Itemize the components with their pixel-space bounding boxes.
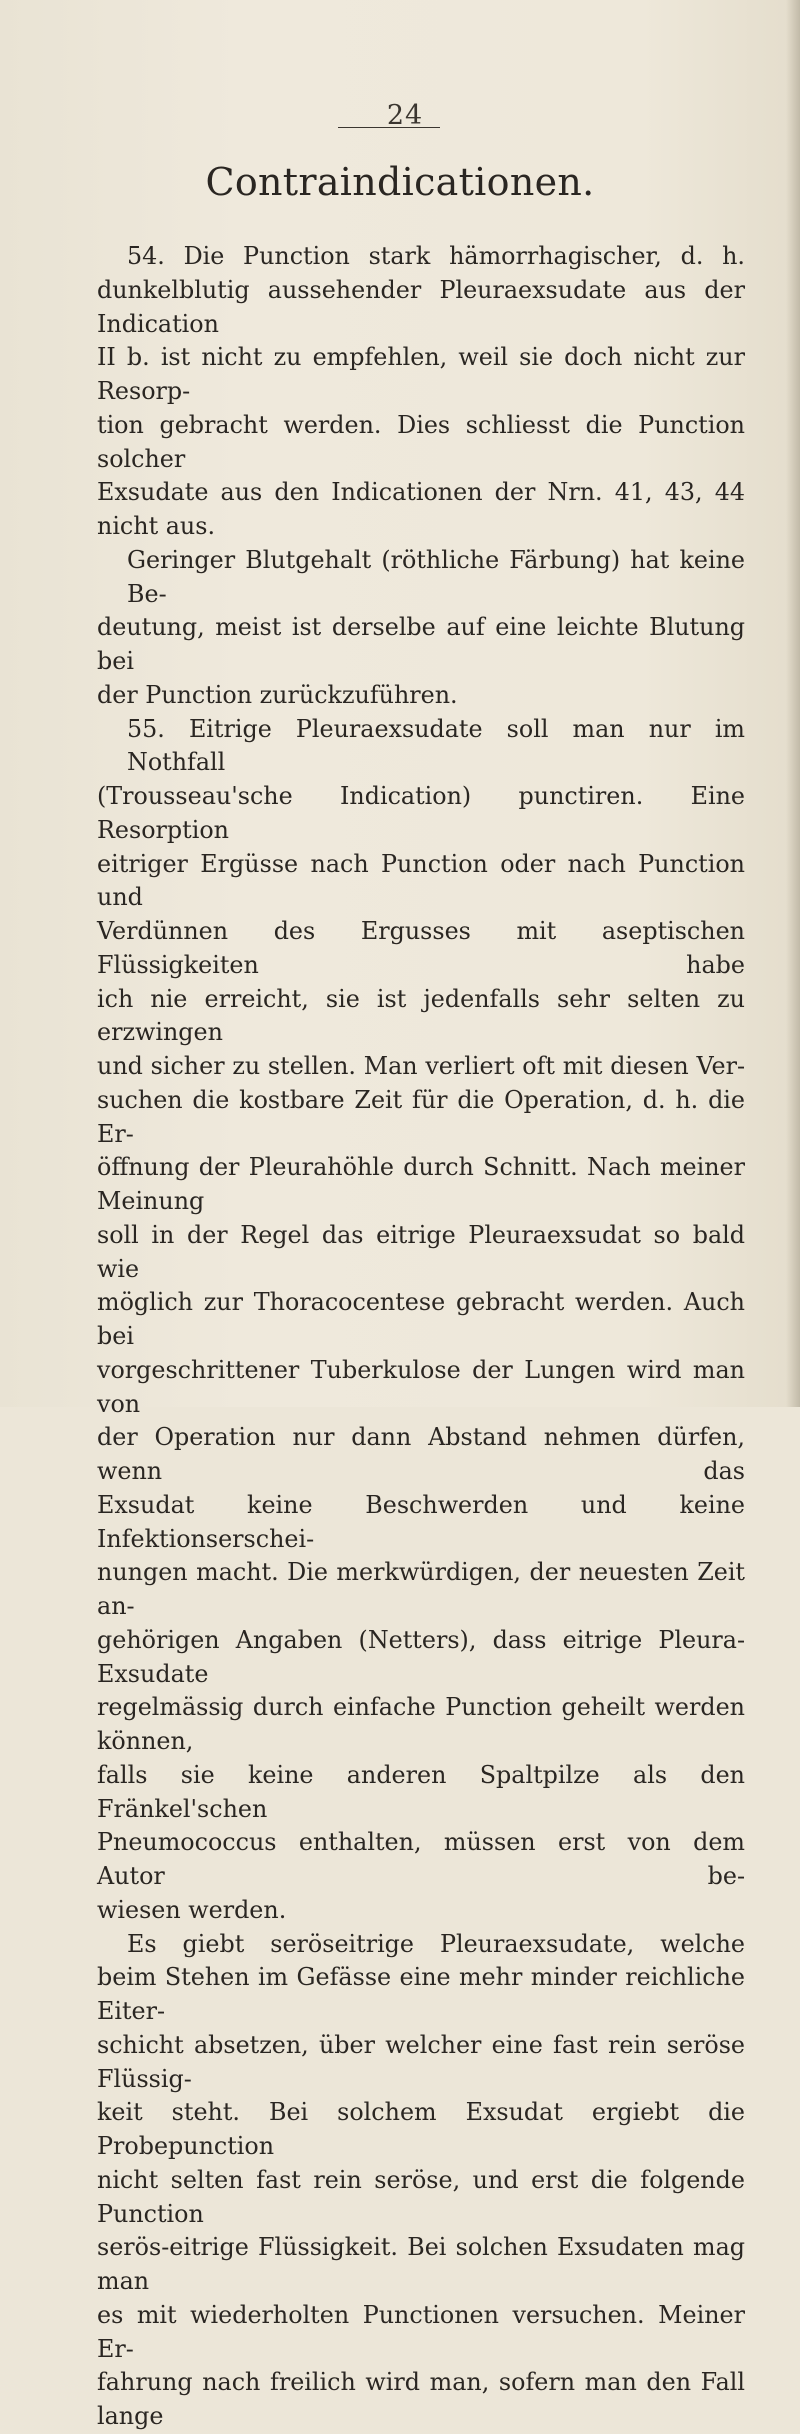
text-line: regelmässig durch einfache Punction geheilt werden können, bbox=[97, 1693, 745, 1755]
paragraph-54 bbox=[97, 240, 745, 544]
text-line: II b. ist nicht zu empfehlen, weil sie doch nicht zur Resorp- bbox=[97, 343, 745, 405]
text-line: keit steht. Bei solchem Exsudat ergiebt die Probepunction bbox=[97, 2098, 745, 2160]
text-line: suchen die kostbare Zeit für die Operation, d. h. die Er- bbox=[97, 1085, 745, 1148]
text-line: dunkelblutig aussehender Pleuraexsudate aus der Indication bbox=[97, 275, 745, 338]
text-line: möglich zur Thoracocentese gebracht werden. Auch bei bbox=[97, 1288, 745, 1350]
text-line: eitriger Ergüsse nach Punction oder nach Punction und bbox=[97, 849, 745, 912]
text-line: Es giebt seröseitrige Pleuraexsudate, welche bbox=[127, 1929, 745, 1958]
text-line: Geringer Blutgehalt (röthliche Färbung) hat keine Be- bbox=[127, 545, 745, 608]
text-line: deutung, meist ist derselbe auf eine leichte Blutung bei bbox=[97, 613, 745, 675]
text-line: 54. Die Punction stark hämorrhagischer, d. h. bbox=[127, 242, 745, 270]
text-line: der Operation nur dann Abstand nehmen dürfen, wenn das bbox=[97, 1423, 745, 1485]
text-line: fahrung nach freilich wird man, sofern man den Fall lange bbox=[97, 2368, 745, 2430]
text-line: gehörigen Angaben (Netters), dass eitrige Pleura-Exsudate bbox=[97, 1625, 745, 1688]
text-line: wiesen werden. bbox=[97, 1895, 287, 1924]
text-line: Exsudat keine Beschwerden und keine Infektionserschei- bbox=[97, 1490, 745, 1553]
text-line: es mit wiederholten Punctionen versuchen. Meiner Er- bbox=[97, 2300, 745, 2363]
text-line: (Trousseau'sche Indication) punctiren. Eine Resorption bbox=[97, 782, 745, 844]
paragraph-seroeseitrige bbox=[97, 1928, 745, 2434]
text-line: und sicher zu stellen. Man verliert oft mit diesen Ver- bbox=[97, 1052, 745, 1080]
text-line: Verdünnen des Ergusses mit aseptischen Flüssigkeiten habe bbox=[97, 917, 745, 979]
section-heading: Contraindicationen. bbox=[205, 160, 595, 204]
text-line: Exsudate aus den Indicationen der Nrn. 41, 43, 44 nicht aus. bbox=[97, 478, 745, 540]
text-line: beim Stehen im Gefässe eine mehr minder reichliche Eiter- bbox=[97, 1963, 745, 2025]
paragraph-blutgehalt bbox=[97, 544, 745, 713]
text-line: ich nie erreicht, sie ist jedenfalls sehr selten zu erzwingen bbox=[97, 984, 745, 1047]
text-line: nicht selten fast rein seröse, und erst die folgende Punction bbox=[97, 2165, 745, 2228]
text-line: falls sie keine anderen Spaltpilze als den Fränkel'schen bbox=[97, 1760, 745, 1823]
text-line: öffnung der Pleurahöhle durch Schnitt. Nach meiner Meinung bbox=[97, 1153, 745, 1215]
page-edge-shadow bbox=[786, 0, 800, 1407]
body-text bbox=[97, 240, 745, 2434]
page-number-rule bbox=[338, 127, 440, 128]
text-line: schicht absetzen, über welcher eine fast rein seröse Flüssig- bbox=[97, 2030, 745, 2093]
text-line: 55. Eitrige Pleuraexsudate soll man nur im Nothfall bbox=[127, 714, 745, 777]
text-line: Pneumococcus enthalten, müssen erst von dem Autor be- bbox=[97, 1828, 745, 1890]
page-number: 24 bbox=[386, 100, 424, 131]
text-line: vorgeschrittener Tuberkulose der Lungen wird man von bbox=[97, 1355, 745, 1418]
text-line: soll in der Regel das eitrige Pleuraexsudat so bald wie bbox=[97, 1220, 745, 1283]
text-line: der Punction zurückzuführen. bbox=[97, 680, 458, 709]
text-line: tion gebracht werden. Dies schliesst die Punction solcher bbox=[97, 410, 745, 473]
text-line: serös-eitrige Flüssigkeit. Bei solchen Exsudaten mag man bbox=[97, 2233, 745, 2295]
paragraph-55 bbox=[97, 713, 745, 1928]
text-line: nungen macht. Die merkwürdigen, der neuesten Zeit an- bbox=[97, 1558, 745, 1620]
